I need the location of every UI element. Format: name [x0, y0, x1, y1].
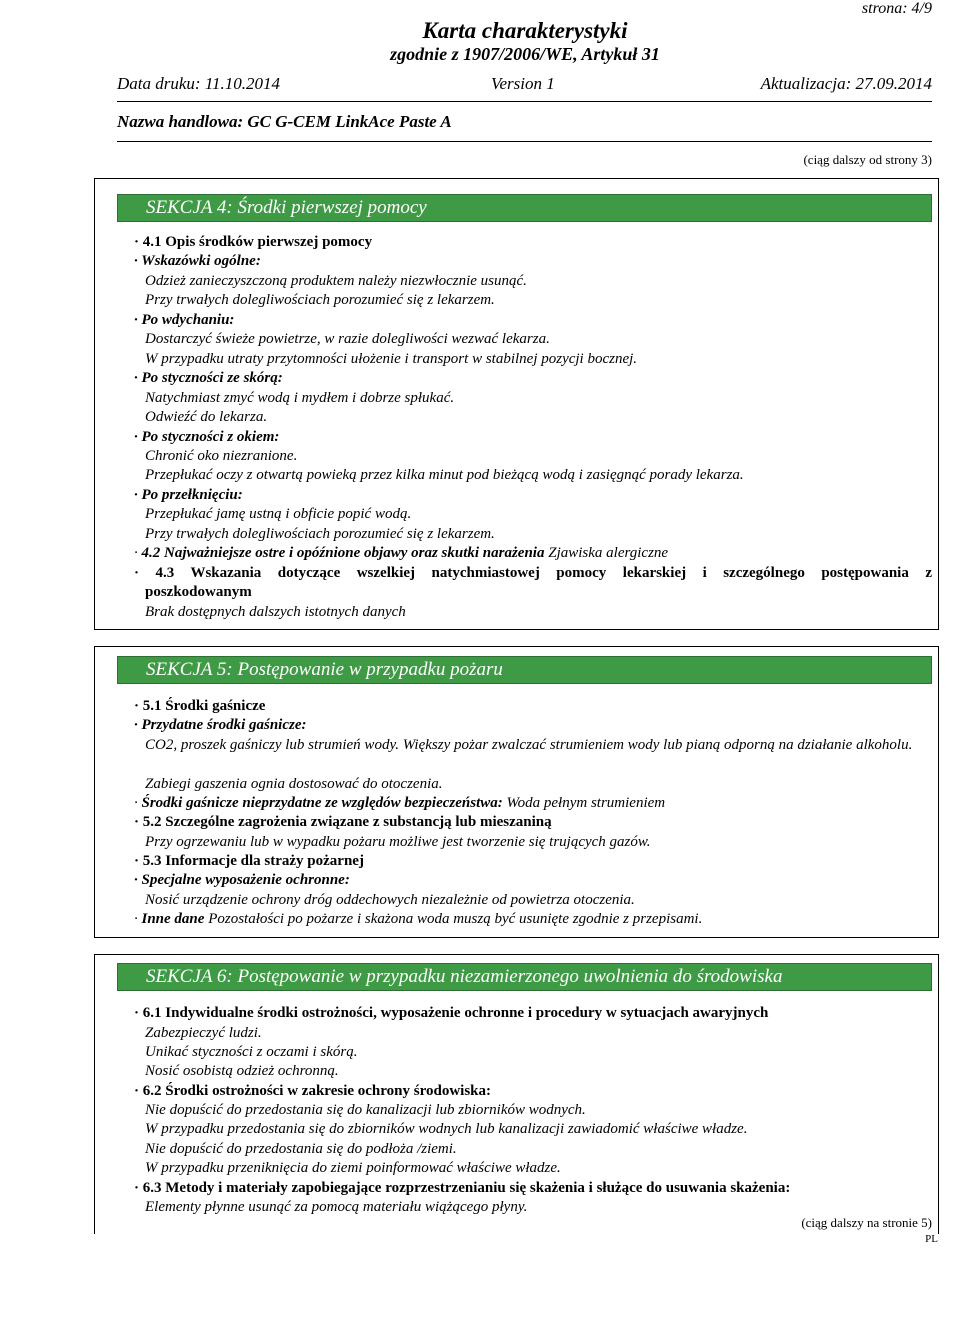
s6-2-line-2: W przypadku przedostania się do zbiorników wodnych lub kanalizacji zawiadomić właściwe władze.	[145, 1121, 748, 1137]
s4-2-line: · 4.2 Najważniejsze ostre i opóźnione objawy oraz skutki narażenia Zjawiska alergiczne	[134, 545, 669, 561]
trade-name: Nazwa handlowa: GC G-CEM LinkAce Paste A	[117, 112, 452, 131]
s4-3-heading: · 4.3 Wskazania dotyczące wszelkiej natychmiastowej pomocy lekarskiej i szczególnego postępowania z	[134, 565, 932, 581]
s4-2-value: Zjawiska alergiczne	[548, 545, 669, 561]
s5-suitable-line-2: Zabiegi gaszenia ognia dostosować do otoczenia.	[145, 776, 443, 792]
version-label: Version 1	[491, 74, 555, 93]
s6-1-heading: · 6.1 Indywidualne środki ostrożności, wyposażenie ochronne i procedury w sytuacjach awaryjnych	[134, 1005, 769, 1021]
s4-swallow-line-2: Przy trwałych dolegliwościach porozumieć się z lekarzem.	[145, 526, 495, 542]
trade-name-divider	[117, 141, 932, 142]
section-6-title: SEKCJA 6: Postępowanie w przypadku niezamierzonego uwolnienia do środowiska	[117, 963, 932, 991]
s4-inhalation-label: · Po wdychaniu:	[134, 312, 235, 328]
s4-eye-line-2: Przepłukać oczy z otwartą powieką przez kilka minut pod bieżącą wodą i zasięgnąć porady lekarza.	[145, 467, 744, 483]
s4-inhalation-line-1: Dostarczyć świeże powietrze, w razie dolegliwości wezwać lekarza.	[145, 331, 550, 347]
s5-3-heading: · 5.3 Informacje dla straży pożarnej	[134, 853, 364, 869]
s5-unsuitable-line: · Środki gaśnicze nieprzydatne ze względów bezpieczeństwa: Woda pełnym strumieniem	[134, 795, 666, 811]
s4-general-label: · Wskazówki ogólne:	[134, 253, 261, 269]
s5-unsuitable-value: Woda pełnym strumieniem	[506, 795, 666, 811]
s4-2-heading: 4.2 Najważniejsze ostre i opóźnione objawy oraz skutki narażenia	[141, 545, 545, 561]
s4-general-line-1: Odzież zanieczyszczoną produktem należy niezwłocznie usunąć.	[145, 273, 527, 289]
s4-eye-label: · Po styczności z okiem:	[134, 429, 280, 445]
page-number: strona: 4/9	[861, 0, 932, 17]
s6-3-line-1: Elementy płynne usunąć za pomocą materiału wiążącego płyny.	[145, 1199, 528, 1215]
language-code: PL	[925, 1233, 938, 1245]
s4-swallow-line-1: Przepłukać jamę ustną i obficie popić wodą.	[145, 506, 412, 522]
s6-2-heading: · 6.2 Środki ostrożności w zakresie ochrony środowiska:	[134, 1083, 491, 1099]
s4-skin-line-1: Natychmiast zmyć wodą i mydłem i dobrze spłukać.	[145, 390, 455, 406]
section-5-title: SEKCJA 5: Postępowanie w przypadku pożaru	[117, 656, 932, 684]
s6-2-line-3: Nie dopuścić do przedostania się do podłoża /ziemi.	[145, 1141, 457, 1157]
section-4-title: SEKCJA 4: Środki pierwszej pomocy	[117, 194, 932, 222]
update-date: Aktualizacja: 27.09.2014	[760, 74, 932, 93]
s6-2-line-4: W przypadku przeniknięcia do ziemi poinformować właściwe władze.	[145, 1160, 561, 1176]
s4-inhalation-line-2: W przypadku utraty przytomności ułożenie i transport w stabilnej pozycji bocznej.	[145, 351, 638, 367]
print-date: Data druku: 11.10.2014	[117, 74, 281, 93]
s5-1-heading: · 5.1 Środki gaśnicze	[134, 698, 266, 714]
s4-swallow-label: · Po przełknięciu:	[134, 487, 243, 503]
header-divider	[117, 101, 932, 102]
s6-3-heading: · 6.3 Metody i materiały zapobiegające rozprzestrzenianiu się skażenia i służące do usuwania skażenia:	[134, 1180, 791, 1196]
continued-from-note: (ciąg dalszy od strony 3)	[803, 152, 932, 167]
s5-other-line: · Inne dane Pozostałości po pożarze i skażona woda muszą być usunięte zgodnie z przepisami.	[134, 911, 703, 927]
s4-3-value: Brak dostępnych dalszych istotnych danych	[145, 604, 406, 620]
s4-skin-label: · Po styczności ze skórą:	[134, 370, 283, 386]
s4-eye-line-1: Chronić oko niezranione.	[145, 448, 298, 464]
s6-1-line-1: Zabezpieczyć ludzi.	[145, 1025, 262, 1041]
s6-2-line-1: Nie dopuścić do przedostania się do kanalizacji lub zbiorników wodnych.	[145, 1102, 586, 1118]
s4-skin-line-2: Odwieźć do lekarza.	[145, 409, 268, 425]
s5-suitable-label: · Przydatne środki gaśnicze:	[134, 717, 307, 733]
s5-other-value: Pozostałości po pożarze i skażona woda muszą być usunięte zgodnie z przepisami.	[208, 911, 703, 927]
document-subtitle: zgodnie z 1907/2006/WE, Artykuł 31	[390, 44, 660, 64]
s4-3-heading-cont: poszkodowanym	[145, 584, 252, 600]
continued-to-note: (ciąg dalszy na stronie 5)	[801, 1215, 932, 1230]
document-meta-row	[117, 74, 932, 96]
s4-general-line-2: Przy trwałych dolegliwościach porozumieć się z lekarzem.	[145, 292, 495, 308]
document-title: Karta charakterystyki	[422, 18, 628, 43]
s4-1-heading: · 4.1 Opis środków pierwszej pomocy	[134, 234, 373, 250]
s5-unsuitable-label: Środki gaśnicze nieprzydatne ze względów bezpieczeństwa:	[141, 795, 503, 811]
s5-2-heading: · 5.2 Szczególne zagrożenia związane z substancją lub mieszaniną	[134, 814, 552, 830]
s6-1-line-3: Nosić osobistą odzież ochronną.	[145, 1063, 339, 1079]
s5-equipment-value: Nosić urządzenie ochrony dróg oddechowych niezależnie od powietrza otoczenia.	[145, 892, 635, 908]
s5-2-value: Przy ogrzewaniu lub w wypadku pożaru możliwe jest tworzenie się trujących gazów.	[145, 834, 651, 850]
s5-suitable-line-1: CO2, proszek gaśniczy lub strumień wody. Większy pożar zwalczać strumieniem wody lub pianą odporną na działanie alkoholu.	[145, 737, 913, 753]
s5-other-label: Inne dane	[141, 911, 205, 927]
s6-1-line-2: Unikać styczności z oczami i skórą.	[145, 1044, 358, 1060]
s5-equipment-label: · Specjalne wyposażenie ochronne:	[134, 872, 350, 888]
